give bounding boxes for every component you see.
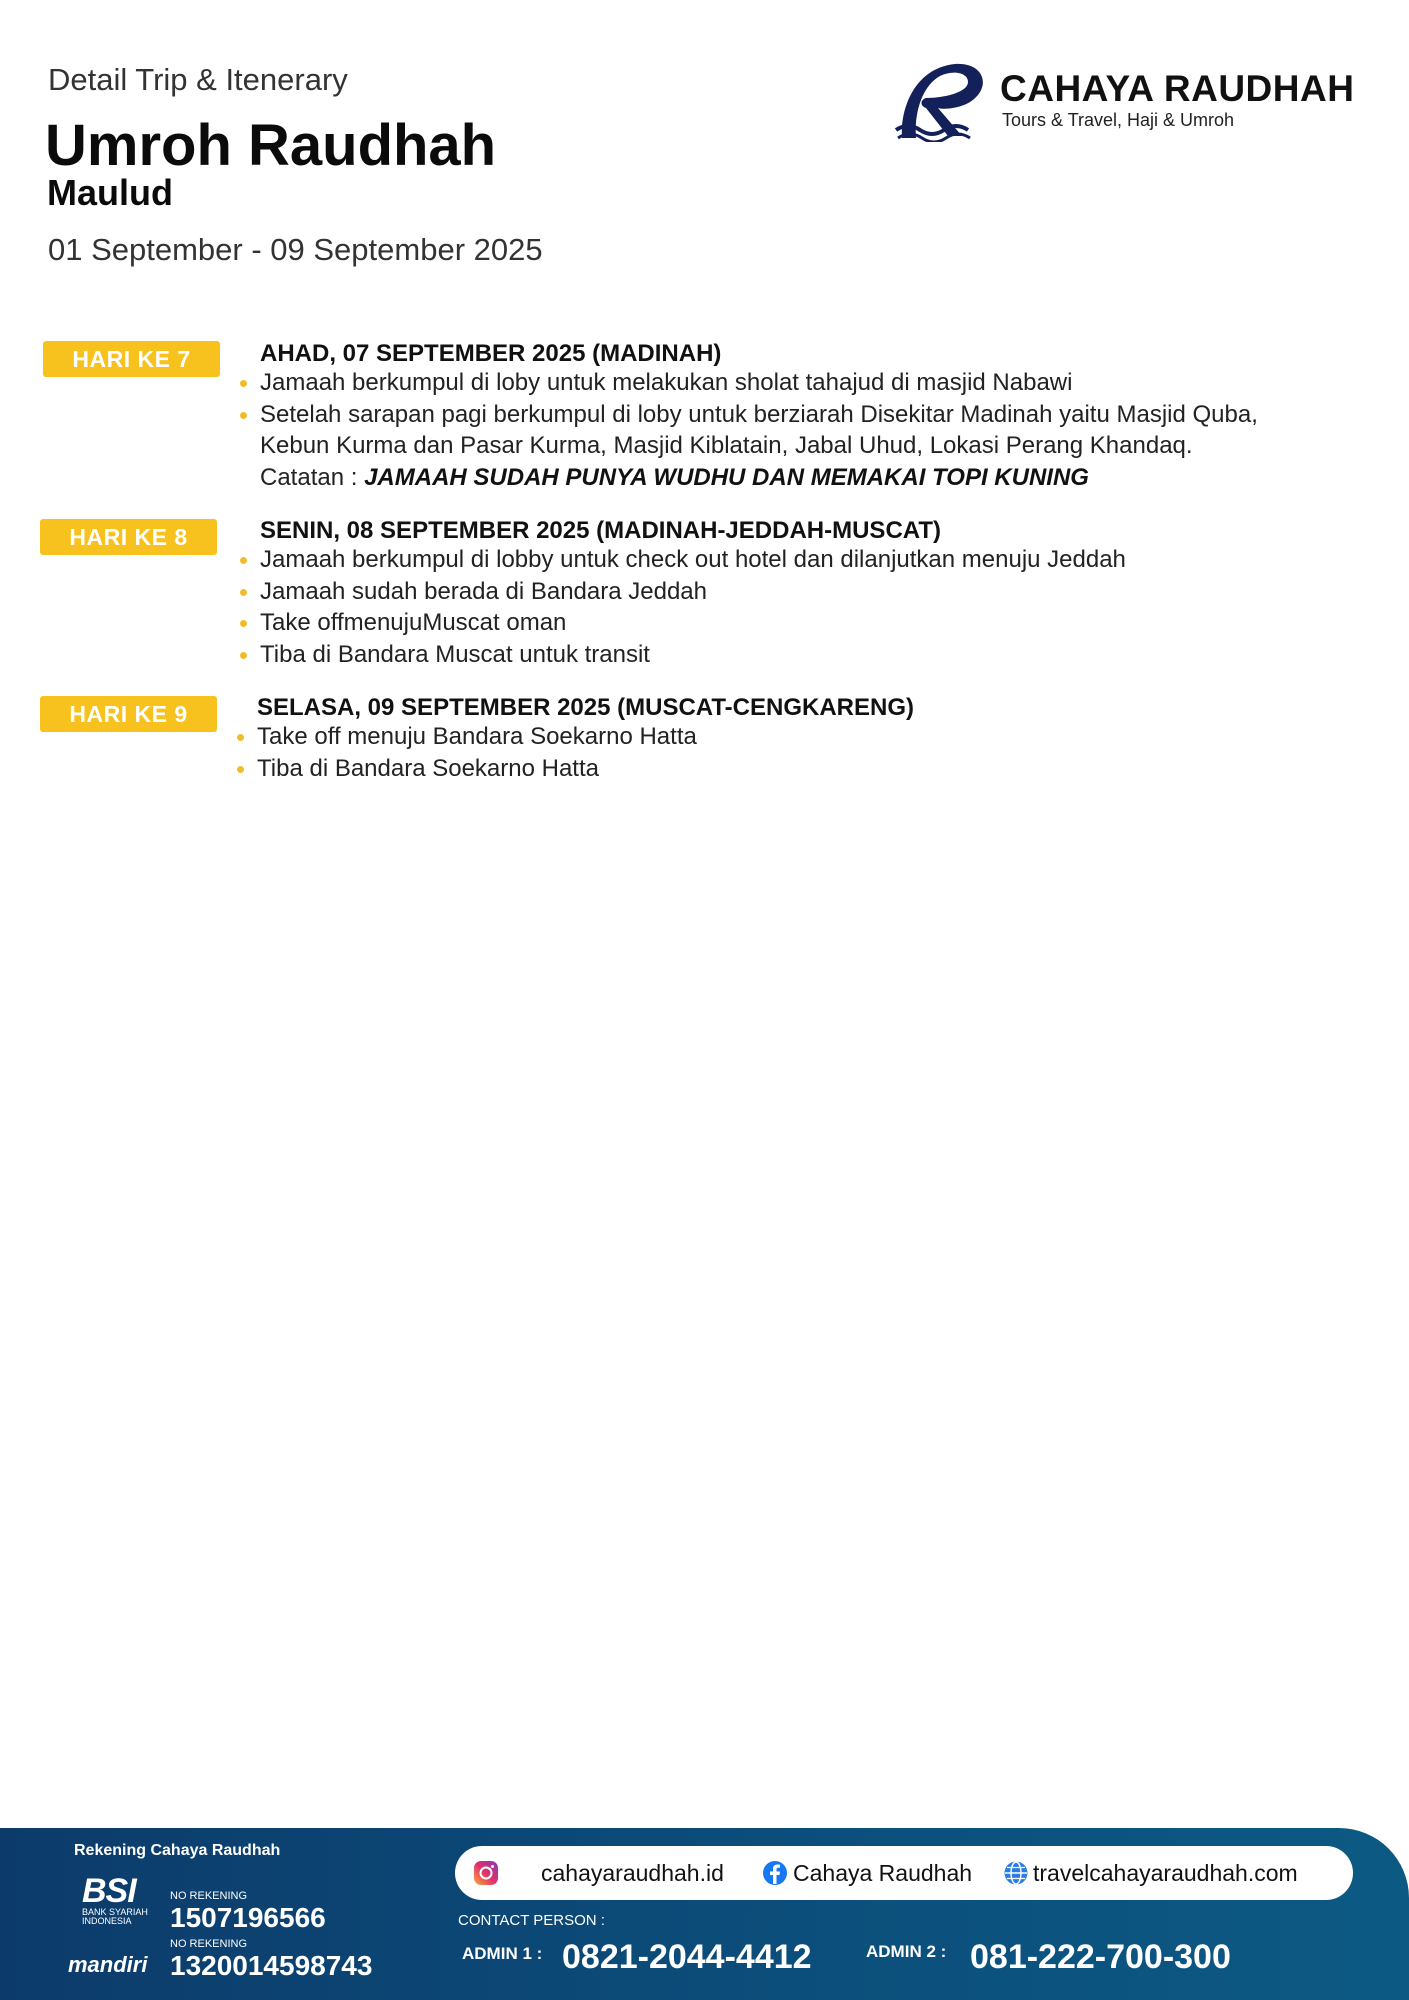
trip-dates: 01 September - 09 September 2025	[48, 232, 543, 267]
footer-heading: Rekening Cahaya Raudhah	[74, 1842, 281, 1859]
instagram-icon	[473, 1860, 499, 1886]
mandiri-logo: mandiri	[68, 1952, 148, 1977]
list-item-continued: Kebun Kurma dan Pasar Kurma, Masjid Kiblatain, Jabal Uhud, Lokasi Perang Khandaq.	[260, 432, 1193, 459]
admin1-phone[interactable]: 0821-2044-4412	[562, 1938, 812, 1976]
bullet-icon	[237, 734, 244, 741]
facebook-icon	[762, 1860, 788, 1886]
bullet-icon	[240, 380, 247, 387]
day-badge: HARI KE 9	[40, 696, 217, 732]
day-badge: HARI KE 7	[43, 341, 220, 377]
footer	[0, 1828, 1409, 2000]
document-subtitle: Detail Trip & Itenerary	[48, 62, 348, 97]
mandiri-account-number: 1320014598743	[170, 1950, 373, 1981]
list-item: Take offmenujuMuscat oman	[260, 607, 1126, 639]
website-link[interactable]: travelcahayaraudhah.com	[1033, 1860, 1298, 1886]
day-heading: SENIN, 08 SEPTEMBER 2025 (MADINAH-JEDDAH-MUSCAT)	[260, 517, 941, 544]
list-item: Take off menuju Bandara Soekarno Hatta	[257, 721, 697, 753]
bsi-logo: BSI	[82, 1872, 136, 1910]
day-note: Catatan : JAMAAH SUDAH PUNYA WUDHU DAN MEMAKAI TOPI KUNING	[260, 463, 1089, 491]
list-item: Jamaah sudah berada di Bandara Jeddah	[260, 576, 1126, 608]
day-items	[257, 721, 697, 784]
social-links-bar	[455, 1846, 1353, 1900]
day-items	[260, 367, 1258, 493]
day-heading: AHAD, 07 SEPTEMBER 2025 (MADINAH)	[260, 340, 722, 367]
day-items	[260, 544, 1126, 670]
bsi-account-number: 1507196566	[170, 1902, 326, 1933]
brand-name: CAHAYA RAUDHAH	[1000, 68, 1355, 109]
globe-icon	[1003, 1860, 1029, 1886]
bsi-logo-subtext: BANK SYARIAH INDONESIA	[82, 1907, 148, 1926]
brand-logo	[890, 58, 1360, 142]
list-item: Setelah sarapan pagi berkumpul di loby untuk berziarah Disekitar Madinah yaitu Masjid Quba,	[260, 399, 1258, 431]
admin2-phone[interactable]: 081-222-700-300	[970, 1938, 1231, 1976]
instagram-link[interactable]: cahayaraudhah.id	[541, 1860, 724, 1886]
day-heading: SELASA, 09 SEPTEMBER 2025 (MUSCAT-CENGKARENG)	[257, 694, 914, 721]
document-title-secondary: Maulud	[47, 172, 173, 213]
day-badge: HARI KE 8	[40, 519, 217, 555]
mandiri-account-label: NO REKENING	[170, 1938, 248, 1950]
bsi-account-label: NO REKENING	[170, 1890, 248, 1902]
list-item: Jamaah berkumpul di lobby untuk check out hotel dan dilanjutkan menuju Jeddah	[260, 544, 1126, 576]
list-item: Tiba di Bandara Soekarno Hatta	[257, 753, 697, 785]
contact-person-label: CONTACT PERSON :	[458, 1912, 605, 1929]
day-note-text: JAMAAH SUDAH PUNYA WUDHU DAN MEMAKAI TOPI KUNING	[364, 463, 1089, 491]
bullet-icon	[240, 589, 247, 596]
admin1-label: ADMIN 1 :	[462, 1944, 543, 1963]
bullet-icon	[240, 620, 247, 627]
facebook-link[interactable]: Cahaya Raudhah	[793, 1860, 973, 1886]
admin2-label: ADMIN 2 :	[866, 1942, 947, 1961]
list-item: Jamaah berkumpul di loby untuk melakukan sholat tahajud di masjid Nabawi	[260, 367, 1258, 399]
bullet-icon	[240, 652, 247, 659]
document-title: Umroh Raudhah	[45, 113, 497, 178]
list-item: Tiba di Bandara Muscat untuk transit	[260, 639, 1126, 671]
bullet-icon	[237, 766, 244, 773]
brand-tagline: Tours & Travel, Haji & Umroh	[1002, 110, 1235, 130]
bullet-icon	[240, 412, 247, 419]
bullet-icon	[240, 557, 247, 564]
brand-logo-icon	[890, 58, 990, 142]
